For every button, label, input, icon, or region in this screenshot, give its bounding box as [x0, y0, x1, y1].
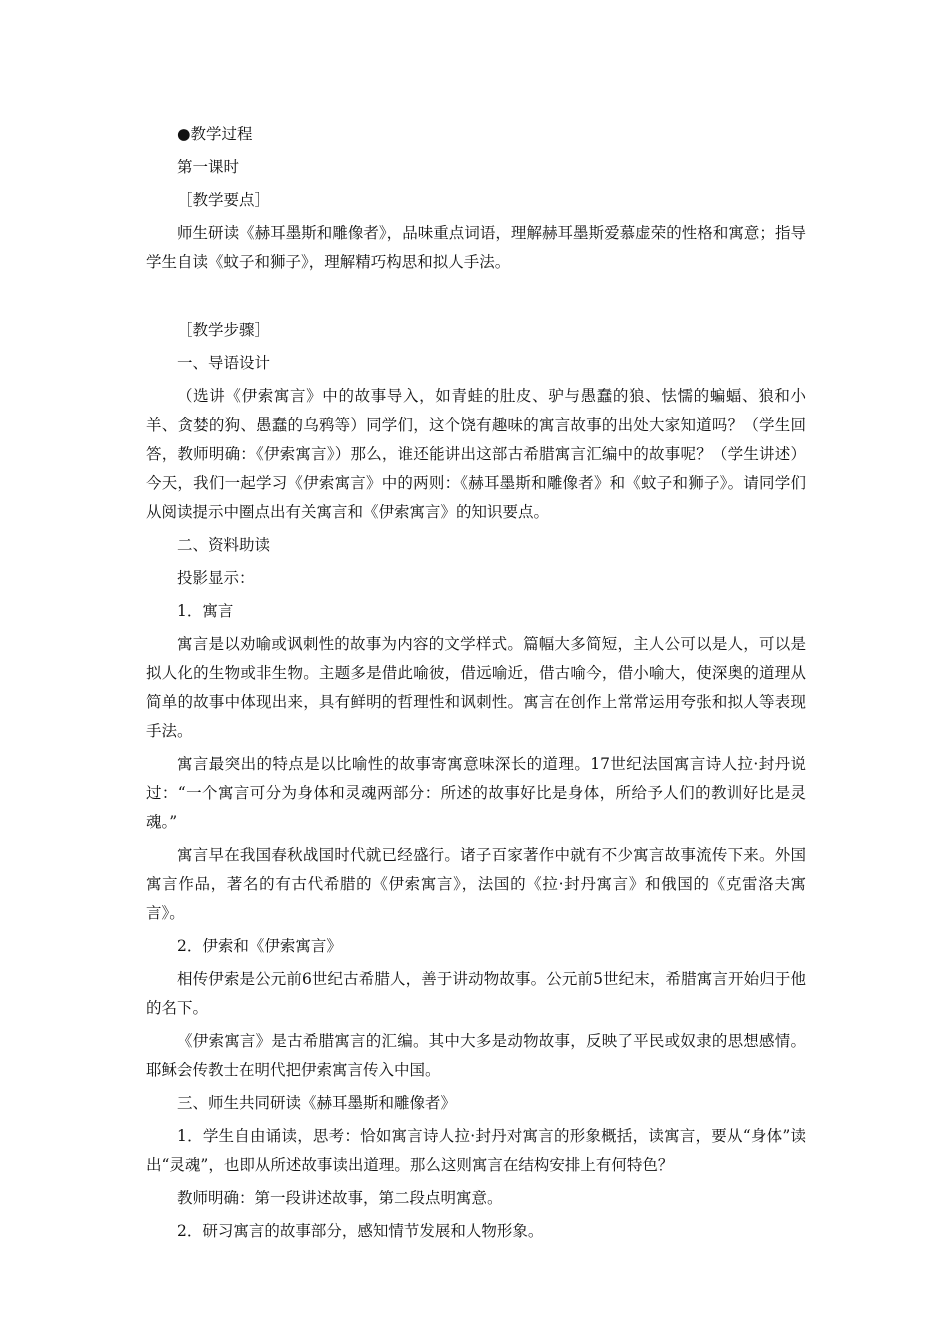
fable-subtitle: 1．寓言: [177, 602, 234, 620]
step3-answer: 教师明确：第一段讲述故事，第二段点明寓意。: [177, 1189, 503, 1207]
step3-item-2: 2．研习寓言的故事部分，感知情节发展和人物形象。: [177, 1222, 544, 1240]
step3-title: 三、师生共同研读《赫耳墨斯和雕像者》: [177, 1094, 457, 1112]
step3-item-1: 1．学生自由诵读，思考：恰如寓言诗人拉·封丹对寓言的形象概括，读寓言，要从“身体”读出“灵魂”，也即从所述故事读出道理。那么这则寓言在结构安排上有何特色？: [146, 1127, 806, 1174]
teaching-points-text: 师生研读《赫耳墨斯和雕像者》，品味重点词语，理解赫耳墨斯爱慕虚荣的性格和寓意；指导学生自读《蚊子和狮子》，理解精巧构思和拟人手法。: [146, 224, 806, 271]
document-page: [146, 120, 806, 1246]
fable-paragraph-1: 寓言是以劝喻或讽刺性的故事为内容的文学样式。篇幅大多简短，主人公可以是人，可以是拟人化的生物或非生物。主题多是借此喻彼，借远喻近，借古喻今，借小喻大，使深奥的道理从简单的故事中体现出来，具有鲜明的哲理性和讽刺性。寓言在创作上常常运用夸张和拟人等表现手法。: [146, 635, 806, 740]
aesop-subtitle: 2．伊索和《伊索寓言》: [177, 937, 342, 955]
aesop-paragraph-1: 相传伊索是公元前6世纪古希腊人，善于讲动物故事。公元前5世纪末，希腊寓言开始归于他的名下。: [146, 970, 806, 1017]
lesson-label: 第一课时: [177, 158, 240, 176]
fable-paragraph-2: 寓言最突出的特点是以比喻性的故事寄寓意味深长的道理。17世纪法国寓言诗人拉·封丹说过：“一个寓言可分为身体和灵魂两部分：所述的故事好比是身体，所给予人们的教训好比是灵魂。”: [146, 755, 806, 831]
fable-paragraph-3: 寓言早在我国春秋战国时代就已经盛行。诸子百家著作中就有不少寓言故事流传下来。外国寓言作品，著名的有古代希腊的《伊索寓言》，法国的《拉·封丹寓言》和俄国的《克雷洛夫寓言》。: [146, 846, 806, 922]
teaching-steps-label: ［教学步骤］: [177, 321, 271, 339]
step1-title: 一、导语设计: [177, 354, 271, 372]
teaching-points-label: ［教学要点］: [177, 191, 271, 209]
step1-text: （选讲《伊索寓言》中的故事导入，如青蛙的肚皮、驴与愚蠢的狼、怯懦的蝙蝠、狼和小羊、贪婪的狗、愚蠢的乌鸦等）同学们，这个饶有趣味的寓言故事的出处大家知道吗？（学生回答，教师明确：《伊索寓言》）那么，谁还能讲出这部古希腊寓言汇编中的故事呢？（学生讲述）今天，我们一起学习《伊索寓言》中的两则：《赫耳墨斯和雕像者》和《蚊子和狮子》。请同学们从阅读提示中圈点出有关寓言和《伊索寓言》的知识要点。: [146, 387, 806, 521]
section-heading: ●教学过程: [177, 125, 253, 143]
aesop-paragraph-2: 《伊索寓言》是古希腊寓言的汇编。其中大多是动物故事，反映了平民或奴隶的思想感情。耶稣会传教士在明代把伊索寓言传入中国。: [146, 1032, 806, 1079]
projection-label: 投影显示：: [177, 569, 255, 587]
step2-title: 二、资料助读: [177, 536, 271, 554]
blank-line: [146, 277, 806, 306]
